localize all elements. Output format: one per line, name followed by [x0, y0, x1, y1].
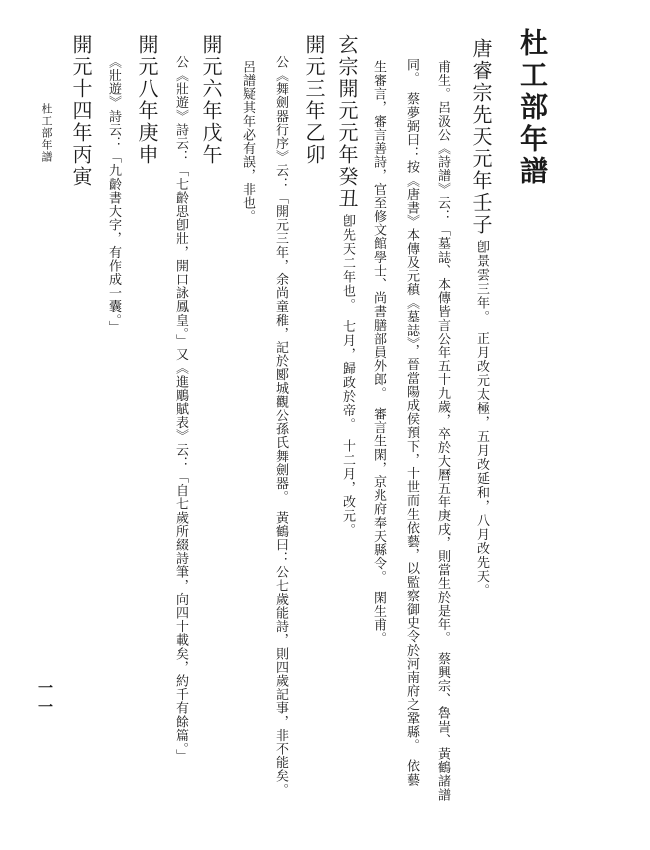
body-line: 《壯遊》詩云：「九齡書大字，有作成一囊。」	[106, 55, 121, 335]
entry-heading-xiantian-1	[467, 38, 496, 598]
entry-heading-kaiyuan-1	[333, 34, 362, 537]
entry-heading-kaiyuan-8: 開元八年庚申	[135, 34, 159, 166]
body-line: 公《舞劍器行序》云：「開元三年，余尚童稚，記於郾城觀公孫氏舞劍器。 黃鶴曰：公七歲能詩，則四歲記事，非不能矣。	[273, 55, 288, 797]
entry-heading-kaiyuan-3: 開元三年乙卯	[302, 34, 326, 166]
body-line: 同。 蔡夢弼曰：按《唐書》本傳及元稹《墓誌》，晉當陽成侯預下，十世而生依藝，以監察御史令於河南府之鞏縣。 依藝	[404, 58, 419, 787]
body-line: 公《壯遊》詩云：「七齡思卽壯，開口詠鳳皇。」又《進鵰賦表》云：「自七歲所綴詩筆，向四十載矣，約千有餘篇。」	[173, 55, 188, 763]
entry-note: 卽景雲三年。 正月改元太極，五月改延和，八月改先天。	[474, 240, 489, 598]
body-line: 甫生。呂汲公《詩譜》云：「墓誌、本傳皆言公年五十九歲，卒於大曆五年庚戌，則當生於是年。 蔡興宗、魯訔、黃鶴諸譜	[435, 60, 450, 802]
entry-heading-text: 玄宗開元元年癸丑	[335, 34, 359, 210]
entry-heading-text: 唐睿宗先天元年壬子	[469, 38, 493, 236]
body-line: 生審言，審言善詩，官至修文館學士、尚書膳部員外郎。 審言生閑，京兆府奉天縣令。 閑生甫。	[371, 60, 386, 646]
entry-heading-kaiyuan-14: 開元十四年丙寅	[69, 34, 93, 188]
page-number: 一一	[36, 680, 54, 718]
entry-heading-kaiyuan-6: 開元六年戊午	[199, 34, 223, 166]
body-line: 呂譜疑其年必有誤，非也。	[240, 60, 255, 224]
entry-note: 卽先天二年也。 七月，歸政於帝。 十二月，改元。	[340, 214, 355, 537]
running-header: 杜工部年譜	[40, 103, 53, 163]
page-title: 杜工部年譜	[516, 28, 549, 188]
